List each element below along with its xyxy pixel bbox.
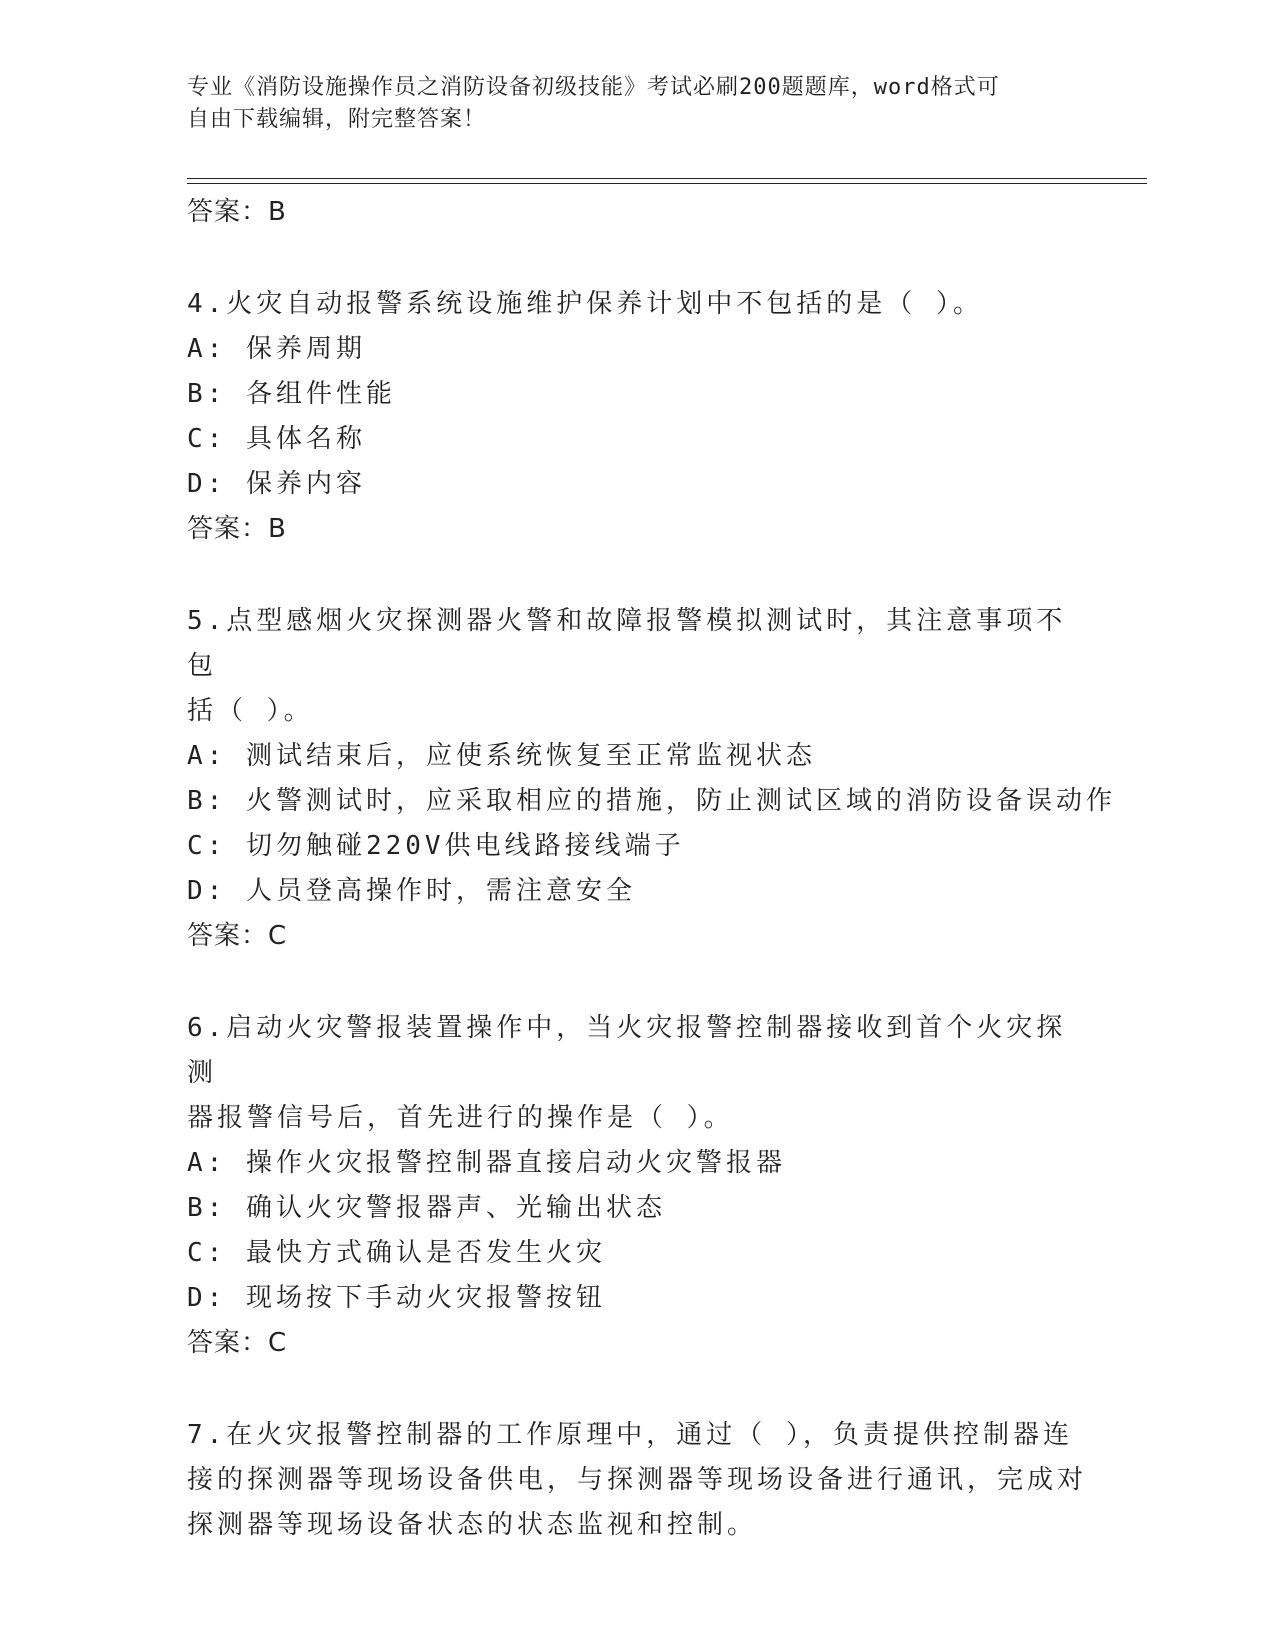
question-block [187, 1413, 1087, 1548]
option-c: C: 具体名称 [187, 424, 366, 454]
option-a: A: 测试结束后，应使系统恢复至正常监视状态 [187, 741, 816, 771]
answer-line: 答案：B [187, 514, 287, 544]
document-header [187, 72, 1067, 136]
question-text: 5.点型感烟火灾探测器火警和故障报警模拟测试时，其注意事项不包 [187, 606, 1067, 681]
question-text: 括（ ）。 [187, 696, 314, 726]
answer-line: 答案：B [187, 197, 287, 227]
option-d: D: 人员登高操作时，需注意安全 [187, 876, 636, 906]
spacer [187, 234, 1087, 282]
question-text: 器报警信号后，首先进行的操作是（ ）。 [187, 1103, 734, 1133]
question-text: 6.启动火灾警报装置操作中，当火灾报警控制器接收到首个火灾探测 [187, 1013, 1067, 1088]
question-block [187, 282, 1087, 551]
question-block [187, 1006, 1087, 1365]
header-line-2: 自由下载编辑，附完整答案！ [187, 107, 487, 132]
option-c: C: 切勿触碰220V供电线路接线端子 [187, 831, 685, 861]
option-b: B: 确认火灾警报器声、光输出状态 [187, 1193, 666, 1223]
option-d: D: 保养内容 [187, 469, 366, 499]
question-block [187, 599, 1116, 958]
answer-line: 答案：C [187, 1328, 288, 1358]
header-line-1: 专业《消防设施操作员之消防设备初级技能》考试必刷200题题库，word格式可 [187, 75, 1000, 100]
spacer [187, 958, 1087, 1006]
option-b: B: 各组件性能 [187, 379, 396, 409]
option-a: A: 操作火灾报警控制器直接启动火灾警报器 [187, 1148, 786, 1178]
answer-line: 答案：C [187, 921, 288, 951]
option-d: D: 现场按下手动火灾报警按钮 [187, 1283, 606, 1313]
spacer [187, 1365, 1087, 1413]
option-a: A: 保养周期 [187, 334, 366, 364]
option-c: C: 最快方式确认是否发生火灾 [187, 1238, 606, 1268]
spacer [187, 551, 1087, 599]
header-rule-bottom [187, 183, 1147, 184]
header-rule-top [187, 178, 1147, 179]
option-b: B: 火警测试时，应采取相应的措施，防止测试区域的消防设备误动作 [187, 786, 1116, 816]
question-text: 4.火灾自动报警系统设施维护保养计划中不包括的是（ ）。 [187, 289, 983, 319]
question-text: 7.在火灾报警控制器的工作原理中，通过（ ），负责提供控制器连 [187, 1420, 1073, 1450]
question-text: 接的探测器等现场设备供电，与探测器等现场设备进行通讯，完成对 [187, 1465, 1088, 1495]
question-list [187, 190, 1116, 1548]
question-text: 探测器等现场设备状态的状态监视和控制。 [187, 1510, 758, 1540]
